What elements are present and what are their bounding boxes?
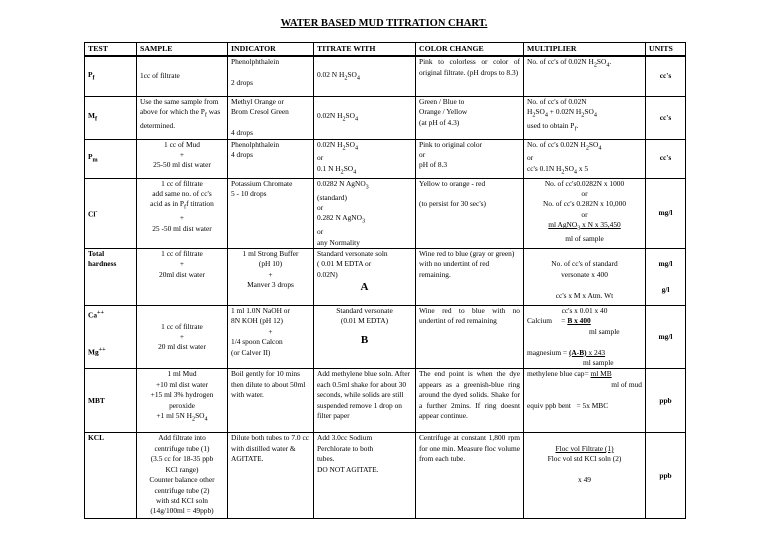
test-ca-mg: Ca++ Mg++ [85,306,137,369]
sample-pm: 1 cc of Mud + 25-50 ml dist water [137,139,228,178]
header-units: UNITS [646,43,686,57]
sample-mf: Use the same sample from above for which the $P_f$ was determined. [137,96,228,139]
units-kcl: ppb [646,433,686,519]
marker-b: B [360,333,369,346]
marker-a: A [360,281,369,294]
color-cl: Yellow to orange - red (to persist for 30 sec's) [416,178,524,248]
header-multiplier: MULTIPLIER [524,43,646,57]
multiplier-cl: No. of cc's0.0282N x 1000 or No. of cc's 0.282N x 10,000 or ml AgNO$_3$ x N x 35,450 ml of sample [524,178,646,248]
table-row-kcl [85,433,686,519]
indicator-pm: Phenolphthalein 4 drops [228,139,314,178]
sample-total-hardness: 1 cc of filtrate + 20ml dist water [137,249,228,306]
header-sample: SAMPLE [137,43,228,57]
units-total-hardness: mg/l g/l [646,249,686,306]
titrate-total-hardness: Standard versonate soln ( 0.01 M EDTA or 0.02N) A [314,249,416,306]
multiplier-pm: No. of cc's 0.02N $H_2SO_4$ or cc's 0.1N $H_2SO_4$ x 5 [524,139,646,178]
test-mf: $M_f$ [85,96,137,139]
color-mbt: The end point is when the dye appears as a greenish-blue ring around the dyed solids. Shake for a further 2mins. If ring doesnt appear continue. [416,369,524,433]
units-mf: cc's [646,96,686,139]
test-cl: Cl- [85,178,137,248]
header-row [85,43,686,57]
test-pf: $P_f$ [85,56,137,96]
test-pm: $P_m$ [85,139,137,178]
table-row-pf [85,56,686,96]
titrate-ca-mg: Standard versonate (0.01 M EDTA) B [314,306,416,369]
test-mbt: MBT [85,369,137,433]
titrate-mf: 0.02N $H_2SO_4$ [314,96,416,139]
header-titrate-with: TITRATE WITH [314,43,416,57]
titrate-mbt: Add methylene blue soln. After each 0.5ml shake for about 30 seconds, while solids are still suspended remove 1 drop on filter paper [314,369,416,433]
units-pm: cc's [646,139,686,178]
indicator-total-hardness: 1 ml Strong Buffer (pH 10) + Manver 3 drops [228,249,314,306]
header-indicator: INDICATOR [228,43,314,57]
color-total-hardness: Wine red to blue (gray or green) with no undertint of red remaining. [416,249,524,306]
indicator-kcl: Dilute both tubes to 7.0 cc with distilled water & AGITATE. [228,433,314,519]
chart-title: WATER BASED MUD TITRATION CHART. [280,18,488,29]
table-row-mf [85,96,686,139]
titrate-cl: 0.0282 N AgNO$_3$ (standard) or 0.282 N AgNO$_3$ or any Normality [314,178,416,248]
table-row-cl [85,178,686,248]
sample-ca-mg: 1 cc of filtrate + 20 ml dist water [137,306,228,369]
table-row-pm [85,139,686,178]
units-cl: mg/l [646,178,686,248]
color-mf: Green / Blue to Orange / Yellow (at pH of 4.3) [416,96,524,139]
indicator-mbt: Boil gently for 10 mins then dilute to about 50ml with water. [228,369,314,433]
units-pf: cc's [646,56,686,96]
titrate-pf: 0.02 N $H_2SO_4$ [314,56,416,96]
sample-kcl: Add filtrate into centrifuge tube (1) (3.5 cc for 18-35 ppb KCl range) Counter balance other centrifuge tube (2) with std KCl soln (14g/100ml = 49ppb) [137,433,228,519]
table-row-ca-mg [85,306,686,369]
indicator-ca-mg: 1 ml 1.0N NaOH or 8N KOH (pH 12) + 1/4 spoon Calcon (or Calver II) [228,306,314,369]
color-ca-mg: Wine red to blue with no undertint of red remaining [416,306,524,369]
multiplier-total-hardness: No. of cc's of standard versonate x 400 cc's x M x Atm. Wt [524,249,646,306]
table-row-total-hardness [85,249,686,306]
units-mbt: ppb [646,369,686,433]
test-total-hardness: Total hardness [85,249,137,306]
multiplier-pf: No. of cc's of 0.02N $H_2SO_4$. [524,56,646,96]
table-row-mbt [85,369,686,433]
color-kcl: Centrifuge at constant 1,800 rpm for one min. Measure floc volume from each tube. [416,433,524,519]
color-pm: Pink to original color or pH of 8.3 [416,139,524,178]
indicator-mf: Methyl Orange or Brom Cresol Green 4 drops [228,96,314,139]
multiplier-mf: No. of cc's of 0.02N $H_2SO_4 + 0.02N$ $H_2SO_4$ used to obtain $P_f$. [524,96,646,139]
indicator-pf: Phenolphthalein 2 drops [228,56,314,96]
multiplier-kcl: Floc vol Filtrate (1) Floc vol std KCl soln (2) x 49 [524,433,646,519]
test-kcl: KCL [85,433,137,519]
sample-pf: 1cc of filtrate [137,56,228,96]
titration-table [84,42,686,519]
multiplier-mbt: methylene blue cap= ml MB ml of mud equiv ppb bent = 5x MBC [524,369,646,433]
units-ca-mg: mg/l [646,306,686,369]
header-test: TEST [85,43,137,57]
titrate-pm: 0.02N $H_2SO_4$ or 0.1 N $H_2SO_4$ [314,139,416,178]
sample-mbt: 1 ml Mud +10 ml dist water +15 ml 3% hydrogen peroxide +1 ml 5N $H_2SO_4$ [137,369,228,433]
header-color-change: COLOR CHANGE [416,43,524,57]
indicator-cl: Potassium Chromate 5 - 10 drops [228,178,314,248]
titrate-kcl: Add 3.0cc Sodium Perchlorate to both tubes. DO NOT AGITATE. [314,433,416,519]
color-pf: Pink to colorless or color of original filtrate. (pH drops to 8.3) [416,56,524,96]
sample-cl: 1 cc of filtrate add same no. of cc's acid as in $P_ff$ titration + 25 -50 ml dist water [137,178,228,248]
multiplier-ca-mg: cc's x 0.01 x 40 Calcium = B x 400 ml sample magnesium = (A-B) x 243 ml sample [524,306,646,369]
